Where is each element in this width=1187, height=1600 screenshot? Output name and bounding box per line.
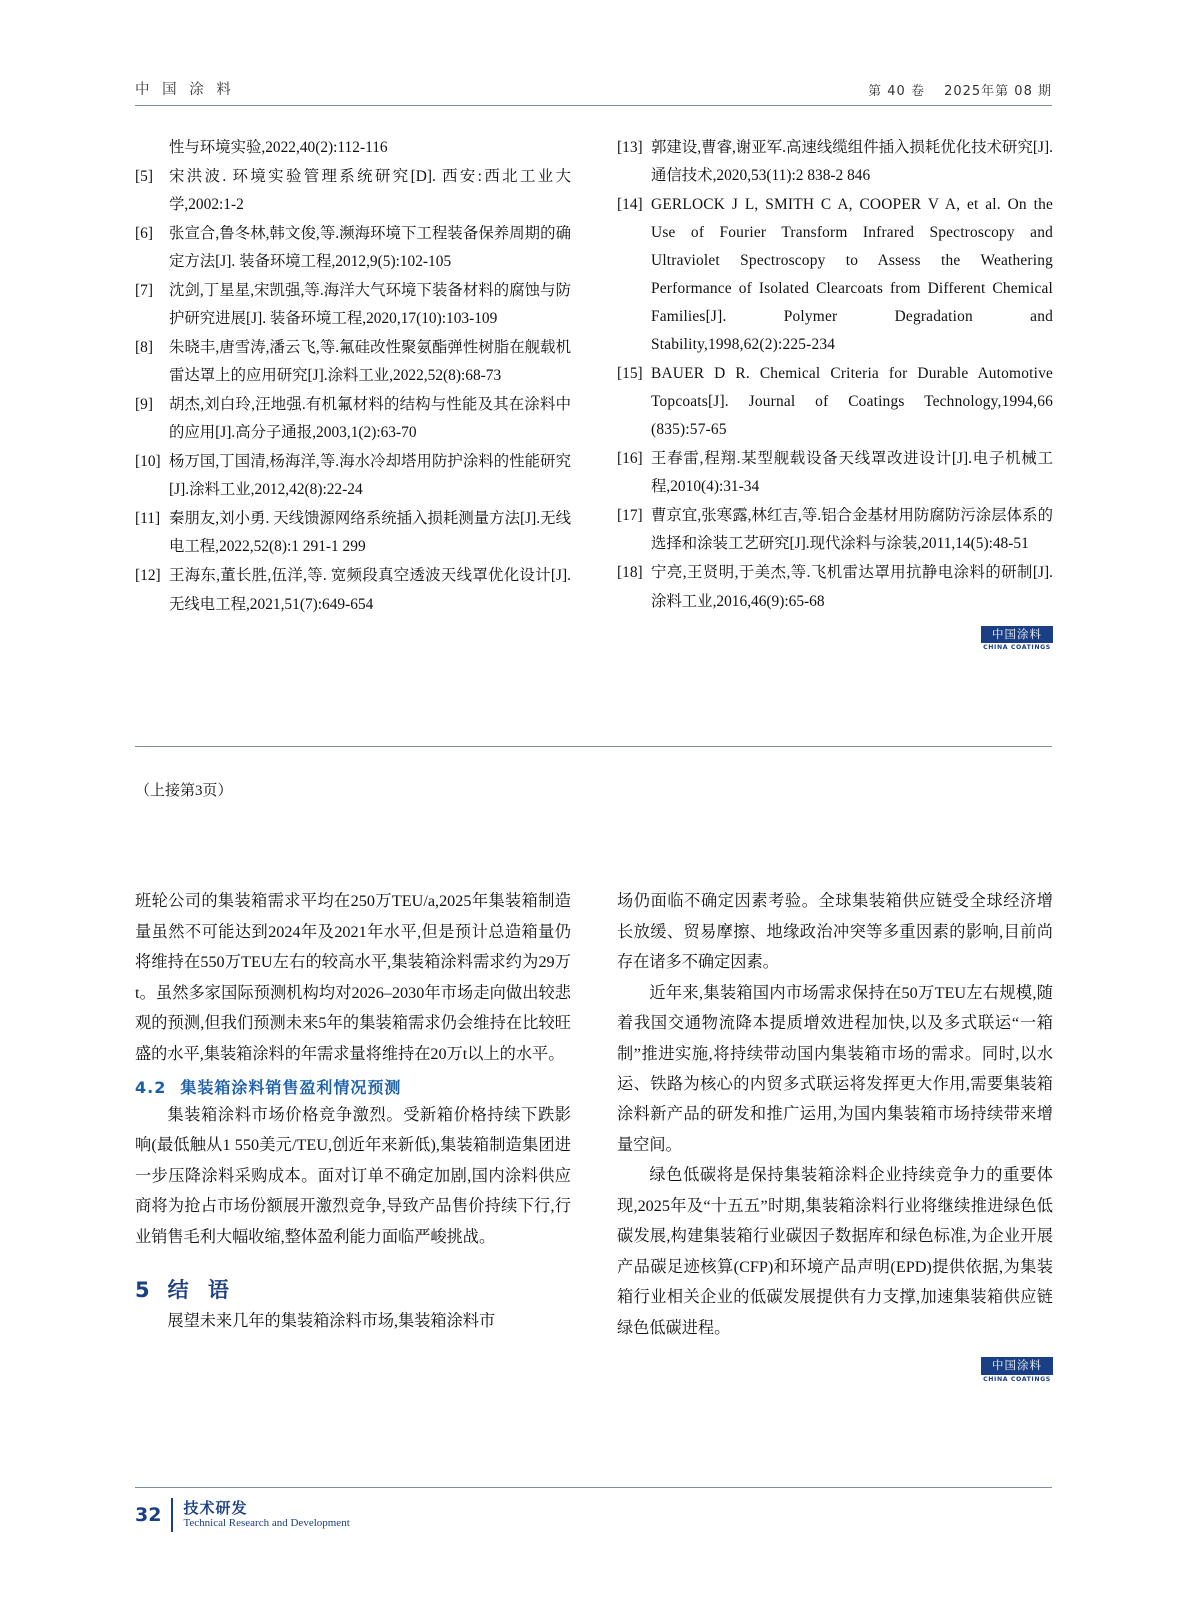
reference-item xyxy=(617,134,1053,190)
reference-text: 王春雷,程翔.某型舰载设备天线罩改进设计[J].电子机械工程,2010(4):31-34 xyxy=(651,450,1053,496)
footer-section-cn: 技术研发 xyxy=(183,1499,248,1518)
reference-number: [5] xyxy=(135,168,153,186)
issue-label: 2025年第 08 期 xyxy=(944,84,1052,99)
section-heading-4-2 xyxy=(135,1075,571,1098)
reference-text: 王海东,董长胜,伍洋,等. 宽频段真空透波天线罩优化设计[J]. 无线电工程,2021,51(7):649-654 xyxy=(169,567,571,613)
china-coatings-logo xyxy=(981,1357,1053,1383)
reference-number: [11] xyxy=(135,510,161,528)
reference-number: [16] xyxy=(617,450,643,468)
section-title: 集装箱涂料销售盈利情况预测 xyxy=(180,1077,402,1097)
logo-en-text: CHINA COATINGS xyxy=(983,1375,1051,1383)
reference-number: [10] xyxy=(135,453,161,471)
logo-en-text: CHINA COATINGS xyxy=(983,644,1051,652)
china-coatings-logo xyxy=(981,626,1053,652)
reference-item xyxy=(617,445,1053,501)
reference-text: 杨万国,丁国清,杨海洋,等.海水冷却塔用防护涂料的性能研究[J].涂料工业,2012,42(8):22-24 xyxy=(169,453,571,499)
brand-logo-bottom xyxy=(617,1357,1053,1383)
reference-item xyxy=(169,134,571,162)
reference-number: [15] xyxy=(617,365,643,383)
reference-number: [17] xyxy=(617,507,643,525)
issue-info xyxy=(854,80,1052,99)
section-divider xyxy=(135,746,1052,747)
page-header xyxy=(135,0,1052,106)
reference-item xyxy=(135,277,571,333)
references-section xyxy=(135,134,1052,651)
reference-number: [13] xyxy=(617,139,643,156)
reference-number: [18] xyxy=(617,564,643,582)
reference-text: 宋洪波. 环境实验管理系统研究[D]. 西安:西北工业大学,2002:1-2 xyxy=(169,168,571,214)
reference-list-right xyxy=(617,134,1053,616)
reference-item xyxy=(617,360,1053,444)
footer-section-en: Technical Research and Development xyxy=(183,1517,350,1530)
reference-text: 宁亮,王贤明,于美杰,等.飞机雷达罩用抗静电涂料的研制[J].涂料工业,2016,46(9):65-68 xyxy=(651,564,1053,610)
references-left-column xyxy=(135,134,571,651)
reference-item xyxy=(135,220,571,276)
footer-section-label xyxy=(183,1500,349,1530)
reference-text: 性与环境实验,2022,40(2):112-116 xyxy=(169,139,388,156)
reference-item xyxy=(135,505,571,561)
reference-item xyxy=(135,334,571,390)
reference-text: 郭建设,曹睿,谢亚军.高速线缆组件插入损耗优化技术研究[J].通信技术,2020,53(11):2 838-2 846 xyxy=(651,139,1053,185)
paragraph: 集装箱涂料市场价格竞争激烈。受新箱价格持续下跌影响(最低触从1 550美元/TEU,创近年来新低),集装箱制造集团进一步压降涂料采购成本。面对订单不确定加剧,国内涂料供应商将为抢占市场份额展开激烈竞争,导致产品售价持续下行,行业销售毛利大幅收缩,整体盈利能力面临严峻挑战。 xyxy=(135,1105,571,1246)
article-right-column xyxy=(617,886,1053,1383)
reference-number: [12] xyxy=(135,567,161,585)
reference-text: 秦朋友,刘小勇. 天线馈源网络系统插入损耗测量方法[J].无线电工程,2022,52(8):1 291-1 299 xyxy=(169,510,571,556)
reference-list-left xyxy=(135,134,571,619)
article-body xyxy=(135,886,1052,1383)
logo-cn-text: 中国涂料 xyxy=(981,626,1053,644)
reference-text: 胡杰,刘白玲,汪地强.有机氟材料的结构与性能及其在涂料中的应用[J].高分子通报,2003,1(2):63-70 xyxy=(169,396,571,442)
continuation-note: （上接第3页） xyxy=(135,783,233,800)
section-number: 5 xyxy=(135,1278,150,1303)
reference-text: BAUER D R. Chemical Criteria for Durable Automotive Topcoats[J]. Journal of Coatings Technology,1994,66 (835):57-65 xyxy=(651,365,1053,439)
paragraph: 场仍面临不确定因素考验。全球集装箱供应链受全球经济增长放缓、贸易摩擦、地缘政治冲突等多重因素的影响,目前尚存在诸多不确定因素。 xyxy=(617,892,1053,972)
brand-logo-top xyxy=(617,626,1053,652)
reference-item xyxy=(617,191,1053,359)
page-number: 32 xyxy=(135,1504,162,1526)
footer-divider-bar xyxy=(171,1498,173,1532)
reference-number: [9] xyxy=(135,396,153,414)
reference-text: 沈剑,丁星星,宋凯强,等.海洋大气环境下装备材料的腐蚀与防护研究进展[J]. 装备环境工程,2020,17(10):103-109 xyxy=(169,282,571,328)
reference-text: 张宣合,鲁冬林,韩文俊,等.濒海环境下工程装备保养周期的确定方法[J]. 装备环境工程,2012,9(5):102-105 xyxy=(169,225,571,271)
volume-label: 第 40 卷 xyxy=(868,84,925,99)
reference-number: [6] xyxy=(135,225,153,243)
reference-number: [8] xyxy=(135,339,153,357)
reference-item xyxy=(135,391,571,447)
paragraph: 绿色低碳将是保持集装箱涂料企业持续竞争力的重要体现,2025年及“十五五”时期,集装箱涂料行业将继续推进绿色低碳发展,构建集装箱行业碳因子数据库和绿色标准,为企业开展产品碳足迹核算(CFP)和环境产品声明(EPD)提供依据,为集装箱行业相关企业的低碳发展提供有力支撑,加速集装箱供应链绿色低碳进程。 xyxy=(617,1166,1053,1337)
reference-text: 曹京宜,张寒露,林红吉,等.铝合金基材用防腐防污涂层体系的选择和涂装工艺研究[J].现代涂料与涂装,2011,14(5):48-51 xyxy=(651,507,1053,553)
paragraph: 班轮公司的集装箱需求平均在250万TEU/a,2025年集装箱制造量虽然不可能达到2024年及2021年水平,但是预计总造箱量仍将维持在550万TEU左右的较高水平,集装箱涂料需求约为29万t。虽然多家国际预测机构均对2026–2030年市场走向做出较悲观的预测,但我们预测未来5年的集装箱需求仍会维持在比较旺盛的水平,集装箱涂料的年需求量将维持在20万t以上的水平。 xyxy=(135,892,571,1063)
reference-item xyxy=(135,448,571,504)
reference-item xyxy=(135,163,571,219)
journal-title: 中 国 涂 料 xyxy=(135,82,235,98)
reference-number: [14] xyxy=(617,196,643,214)
reference-item xyxy=(135,562,571,618)
section-number: 4.2 xyxy=(135,1077,167,1097)
logo-cn-text: 中国涂料 xyxy=(981,1357,1053,1375)
article-left-column xyxy=(135,886,571,1383)
references-right-column xyxy=(617,134,1053,651)
page-footer xyxy=(135,1487,1052,1532)
reference-item xyxy=(617,502,1053,558)
paragraph: 展望未来几年的集装箱涂料市场,集装箱涂料市 xyxy=(167,1312,496,1331)
reference-item xyxy=(617,559,1053,615)
reference-text: GERLOCK J L, SMITH C A, COOPER V A, et al. On the Use of Fourier Transform Infrared Spectroscopy and Ultraviolet Spectroscopy to Assess the Weathering Performance of Isolated Clearcoats from Different Chemical Families[J]. Polymer Degradation and Stability,1998,62(2):225-234 xyxy=(651,196,1053,354)
reference-number: [7] xyxy=(135,282,153,300)
section-heading-5 xyxy=(135,1274,571,1304)
paragraph: 近年来,集装箱国内市场需求保持在50万TEU左右规模,随着我国交通物流降本提质增效进程加快,以及多式联运“一箱制”推进实施,将持续带动国内集装箱市场的需求。同时,以水运、铁路为核心的内贸多式联运将发挥更大作用,需要集装箱涂料新产品的研发和推广运用,为国内集装箱市场持续带来增量空间。 xyxy=(617,983,1053,1154)
reference-text: 朱晓丰,唐雪涛,潘云飞,等.氟硅改性聚氨酯弹性树脂在舰载机雷达罩上的应用研究[J].涂料工业,2022,52(8):68-73 xyxy=(169,339,571,385)
section-title: 结 语 xyxy=(167,1278,235,1303)
